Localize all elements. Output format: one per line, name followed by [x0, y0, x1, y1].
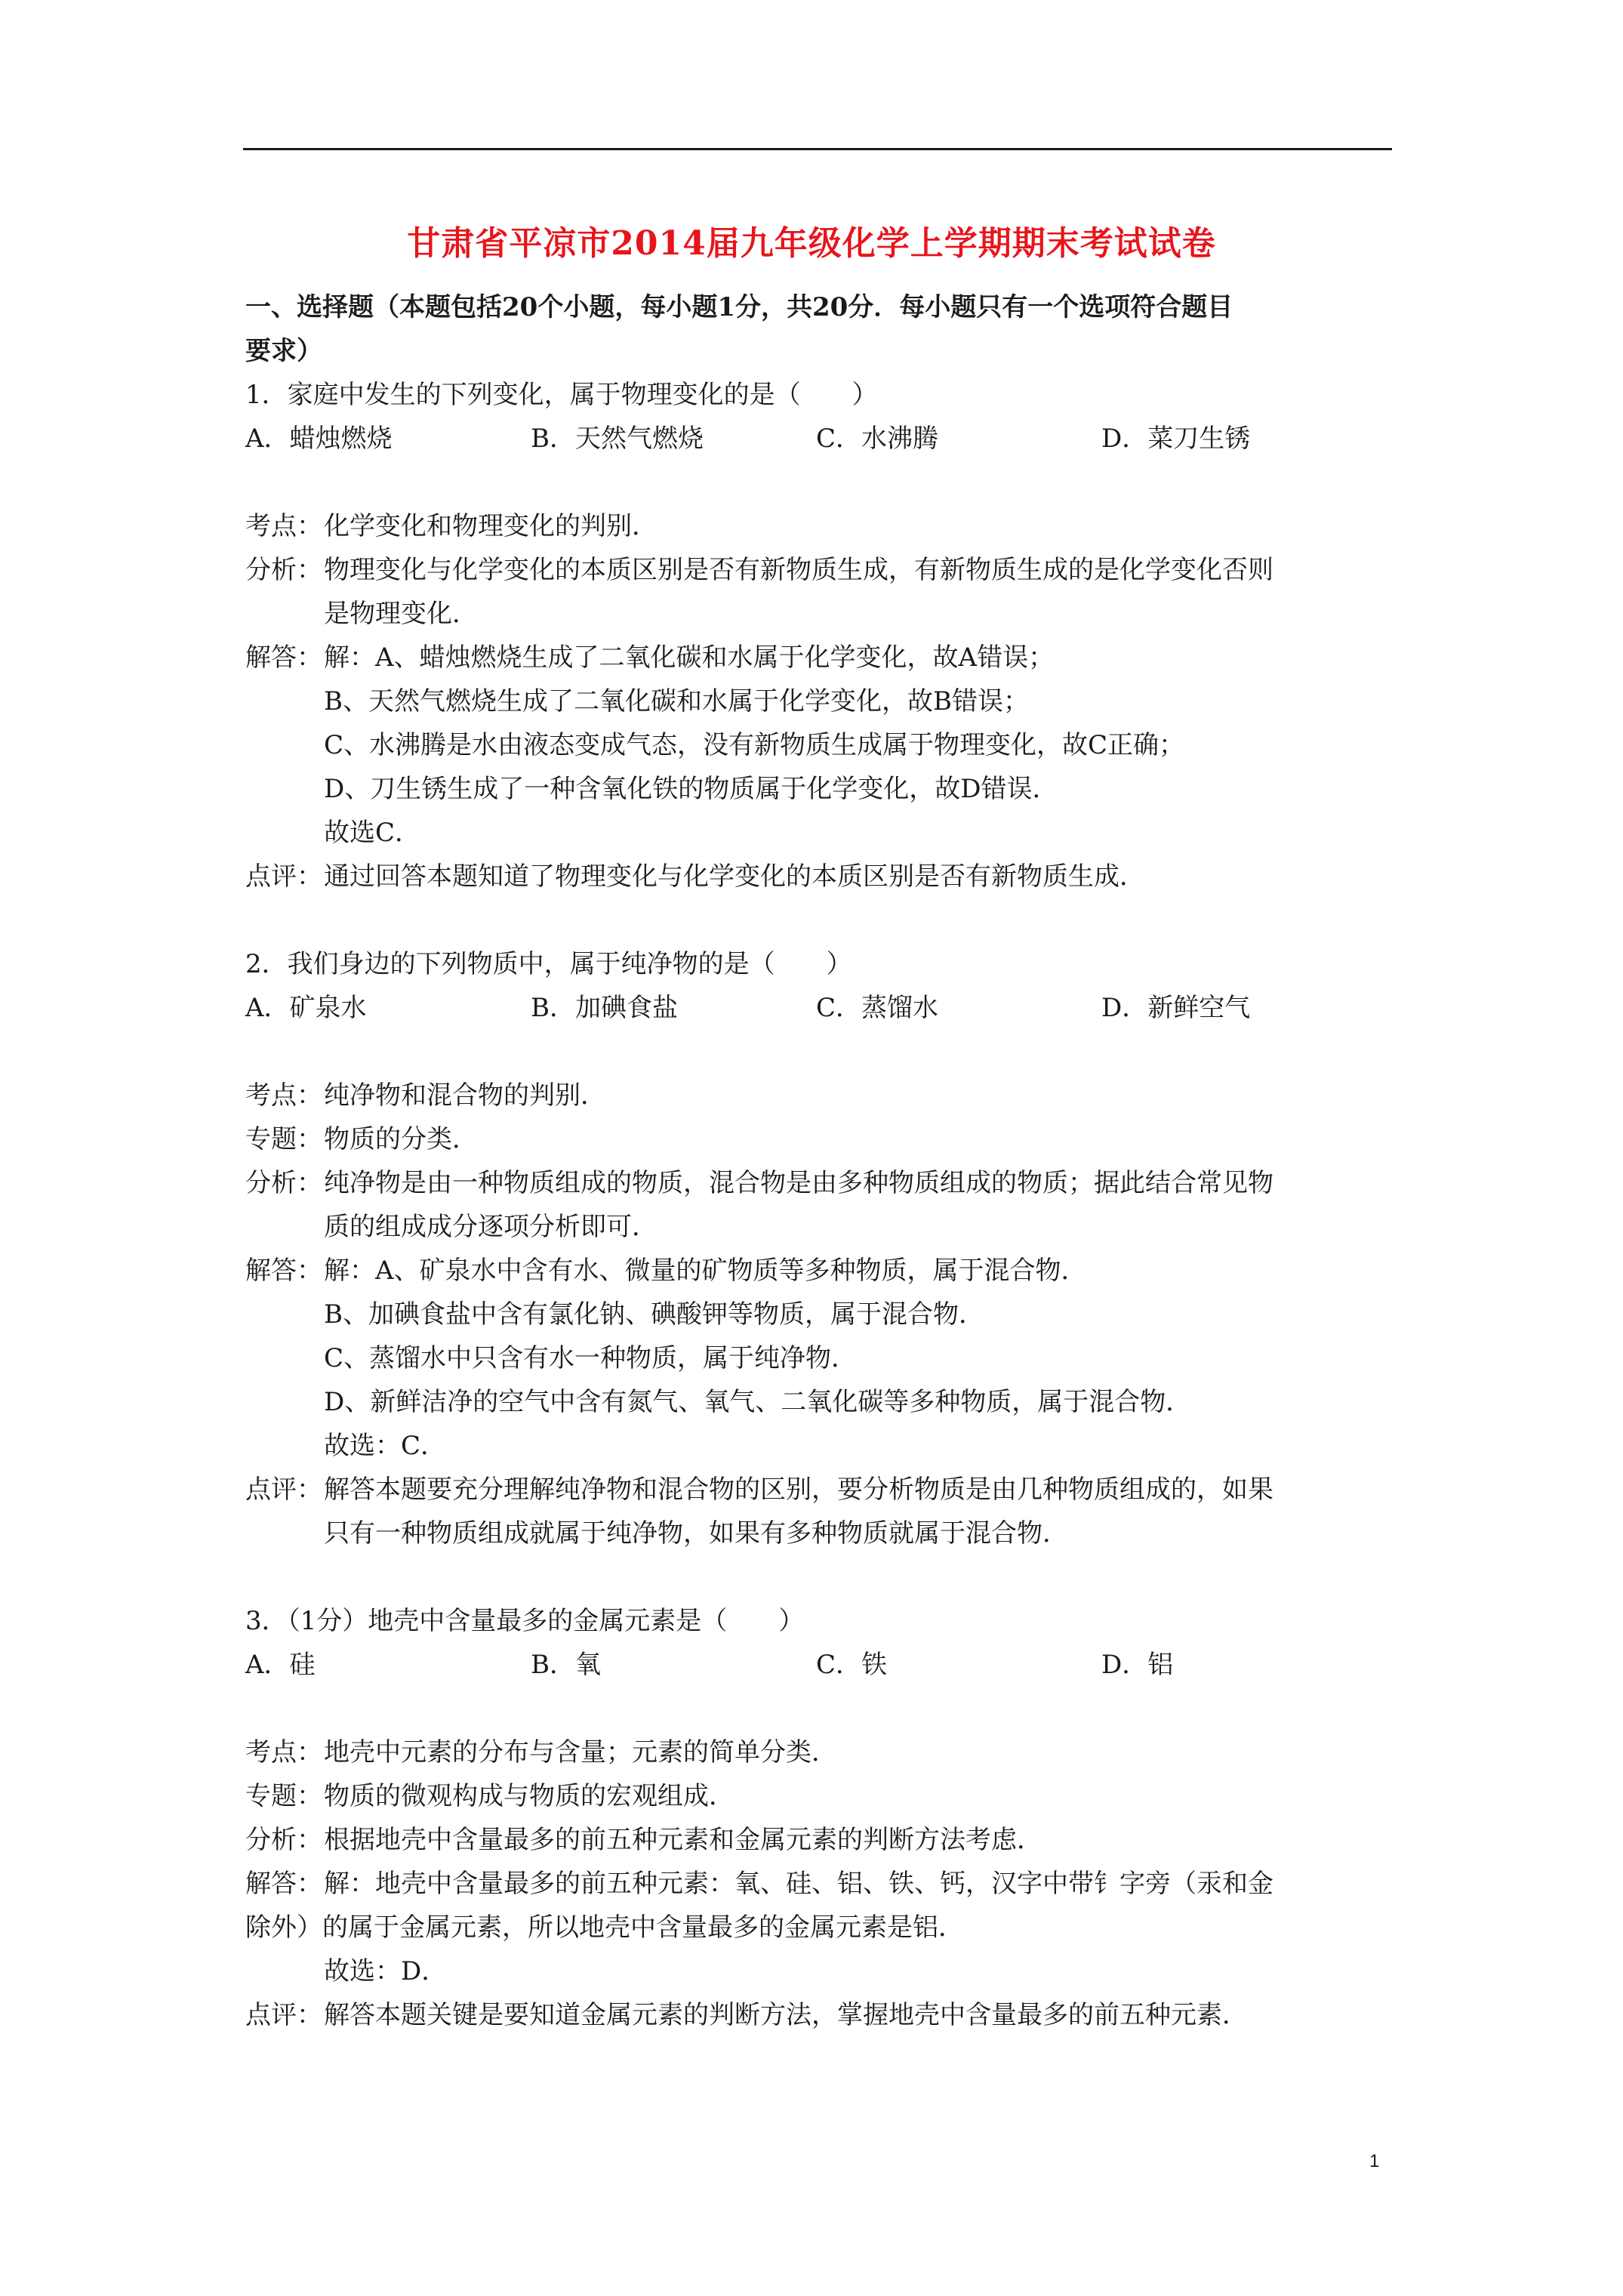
question-2-options [245, 986, 1393, 1030]
kaodian-label: 考点： [245, 1737, 322, 1767]
fenxi-text: 纯净物是由一种物质组成的物质，混合物是由多种物质组成的物质；据此结合常见物 [324, 1168, 1273, 1198]
question-3-stem: 3．（1分）地壳中含量最多的金属元素是（ ） [245, 1606, 805, 1636]
fenxi-line [245, 548, 1393, 592]
question-2-stem: 2．我们身边的下列物质中，属于纯净物的是（ ） [245, 949, 852, 979]
document-body [245, 285, 1393, 2037]
jieda-text: 解：A、矿泉水中含有水、微量的矿物质等多种物质，属于混合物． [324, 1256, 1087, 1286]
option-c: C．水沸腾 [816, 424, 939, 454]
dianping-continued: 只有一种物质组成就属于纯净物，如果有多种物质就属于混合物． [324, 1518, 1068, 1549]
jieda-continued: B、加碘食盐中含有氯化钠、碘酸钾等物质，属于混合物． [324, 1299, 984, 1330]
option-d: D．铝 [1101, 1650, 1174, 1680]
dianping-line [245, 1468, 1393, 1512]
option-b: B．加碘食盐 [531, 993, 678, 1023]
jieda-continued: 除外）的属于金属元素，所以地壳中含量最多的金属元素是铝． [245, 1912, 964, 1943]
spacer [245, 461, 1393, 504]
jieda-continued: C、水沸腾是水由液态变成气态，没有新物质生成属于物理变化，故C正确； [324, 730, 1185, 760]
fenxi-label: 分析： [245, 1168, 322, 1198]
jieda-continued: C、蒸馏水中只含有水一种物质，属于纯净物． [324, 1343, 858, 1373]
jieda-continued: D、新鲜洁净的空气中含有氮气、氧气、二氧化碳等多种物质，属于混合物． [324, 1387, 1192, 1417]
zhuanti-text: 物质的微观构成与物质的宏观组成． [324, 1781, 735, 1811]
zhuanti-text: 物质的分类． [324, 1124, 478, 1154]
section-heading-line-1: 一、选择题（本题包括20个小题，每小题1分，共20分．每小题只有一个选项符合题目 [245, 292, 1233, 322]
option-b: B．天然气燃烧 [531, 424, 704, 454]
jieda-text: 解：A、蜡烛燃烧生成了二氧化碳和水属于化学变化，故A错误； [324, 643, 1055, 673]
option-d: D．菜刀生锈 [1101, 424, 1251, 454]
kaodian-text: 地壳中元素的分布与含量；元素的简单分类． [324, 1737, 837, 1767]
question-1-stem: 1．家庭中发生的下列变化，属于物理变化的是（ ） [245, 380, 878, 410]
jieda-text: 解：地壳中含量最多的前五种元素：氧、硅、铝、铁、钙，汉字中带钅字旁（汞和金 [324, 1869, 1273, 1899]
spacer [245, 1030, 1393, 1074]
question-1-options [245, 417, 1393, 461]
kaodian-line [245, 1730, 1393, 1774]
dianping-text: 通过回答本题知道了物理变化与化学变化的本质区别是否有新物质生成． [324, 861, 1145, 892]
kaodian-label: 考点： [245, 1080, 322, 1111]
kaodian-text: 纯净物和混合物的判别． [324, 1080, 606, 1111]
jieda-answer: 故选：D． [324, 1956, 448, 1986]
spacer [245, 1687, 1393, 1730]
fenxi-label: 分析： [245, 1825, 322, 1855]
fenxi-line [245, 1818, 1393, 1862]
dianping-label: 点评： [245, 1475, 322, 1505]
jieda-label: 解答： [245, 1869, 322, 1899]
jieda-continued: B、天然气燃烧生成了二氧化碳和水属于化学变化，故B错误； [324, 686, 1029, 717]
kaodian-line [245, 1074, 1393, 1117]
section-heading-line-2: 要求） [245, 336, 322, 366]
header-rule [243, 148, 1392, 150]
fenxi-continued: 是物理变化． [324, 599, 478, 629]
jieda-line [245, 1862, 1393, 1906]
zhuanti-label: 专题： [245, 1781, 322, 1811]
jieda-label: 解答： [245, 1256, 322, 1286]
zhuanti-label: 专题： [245, 1124, 322, 1154]
option-c: C．蒸馏水 [816, 993, 939, 1023]
question-3-options [245, 1643, 1393, 1687]
page-title: 甘肃省平凉市2014届九年级化学上学期期末考试试卷 [407, 224, 1216, 263]
kaodian-line [245, 504, 1393, 548]
jieda-continued: D、刀生锈生成了一种含氧化铁的物质属于化学变化，故D错误． [324, 774, 1058, 804]
option-d: D．新鲜空气 [1101, 993, 1251, 1023]
option-a: A．矿泉水 [245, 993, 367, 1023]
dianping-line [245, 855, 1393, 898]
jieda-answer: 故选C． [324, 818, 421, 848]
dianping-text: 解答本题要充分理解纯净物和混合物的区别，要分析物质是由几种物质组成的，如果 [324, 1475, 1273, 1505]
jieda-answer: 故选：C． [324, 1431, 447, 1461]
dianping-text: 解答本题关键是要知道金属元素的判断方法，掌握地壳中含量最多的前五种元素． [324, 2000, 1248, 2030]
fenxi-label: 分析： [245, 555, 322, 585]
kaodian-label: 考点： [245, 511, 322, 541]
fenxi-line [245, 1161, 1393, 1205]
fenxi-continued: 质的组成成分逐项分析即可． [324, 1212, 658, 1242]
jieda-line [245, 1249, 1393, 1293]
jieda-line [245, 636, 1393, 680]
zhuanti-line [245, 1117, 1393, 1161]
dianping-line [245, 1993, 1393, 2037]
dianping-label: 点评： [245, 2000, 322, 2030]
page-number: 1 [1369, 2151, 1380, 2171]
kaodian-text: 化学变化和物理变化的判别． [324, 511, 658, 541]
jieda-label: 解答： [245, 643, 322, 673]
option-a: A．蜡烛燃烧 [245, 424, 393, 454]
spacer [245, 898, 1393, 942]
fenxi-text: 根据地壳中含量最多的前五种元素和金属元素的判断方法考虑． [324, 1825, 1042, 1855]
option-a: A．硅 [245, 1650, 316, 1680]
spacer [245, 1555, 1393, 1599]
fenxi-text: 物理变化与化学变化的本质区别是否有新物质生成，有新物质生成的是化学变化否则 [324, 555, 1273, 585]
zhuanti-line [245, 1774, 1393, 1818]
option-b: B．氧 [531, 1650, 601, 1680]
dianping-label: 点评： [245, 861, 322, 892]
option-c: C．铁 [816, 1650, 888, 1680]
